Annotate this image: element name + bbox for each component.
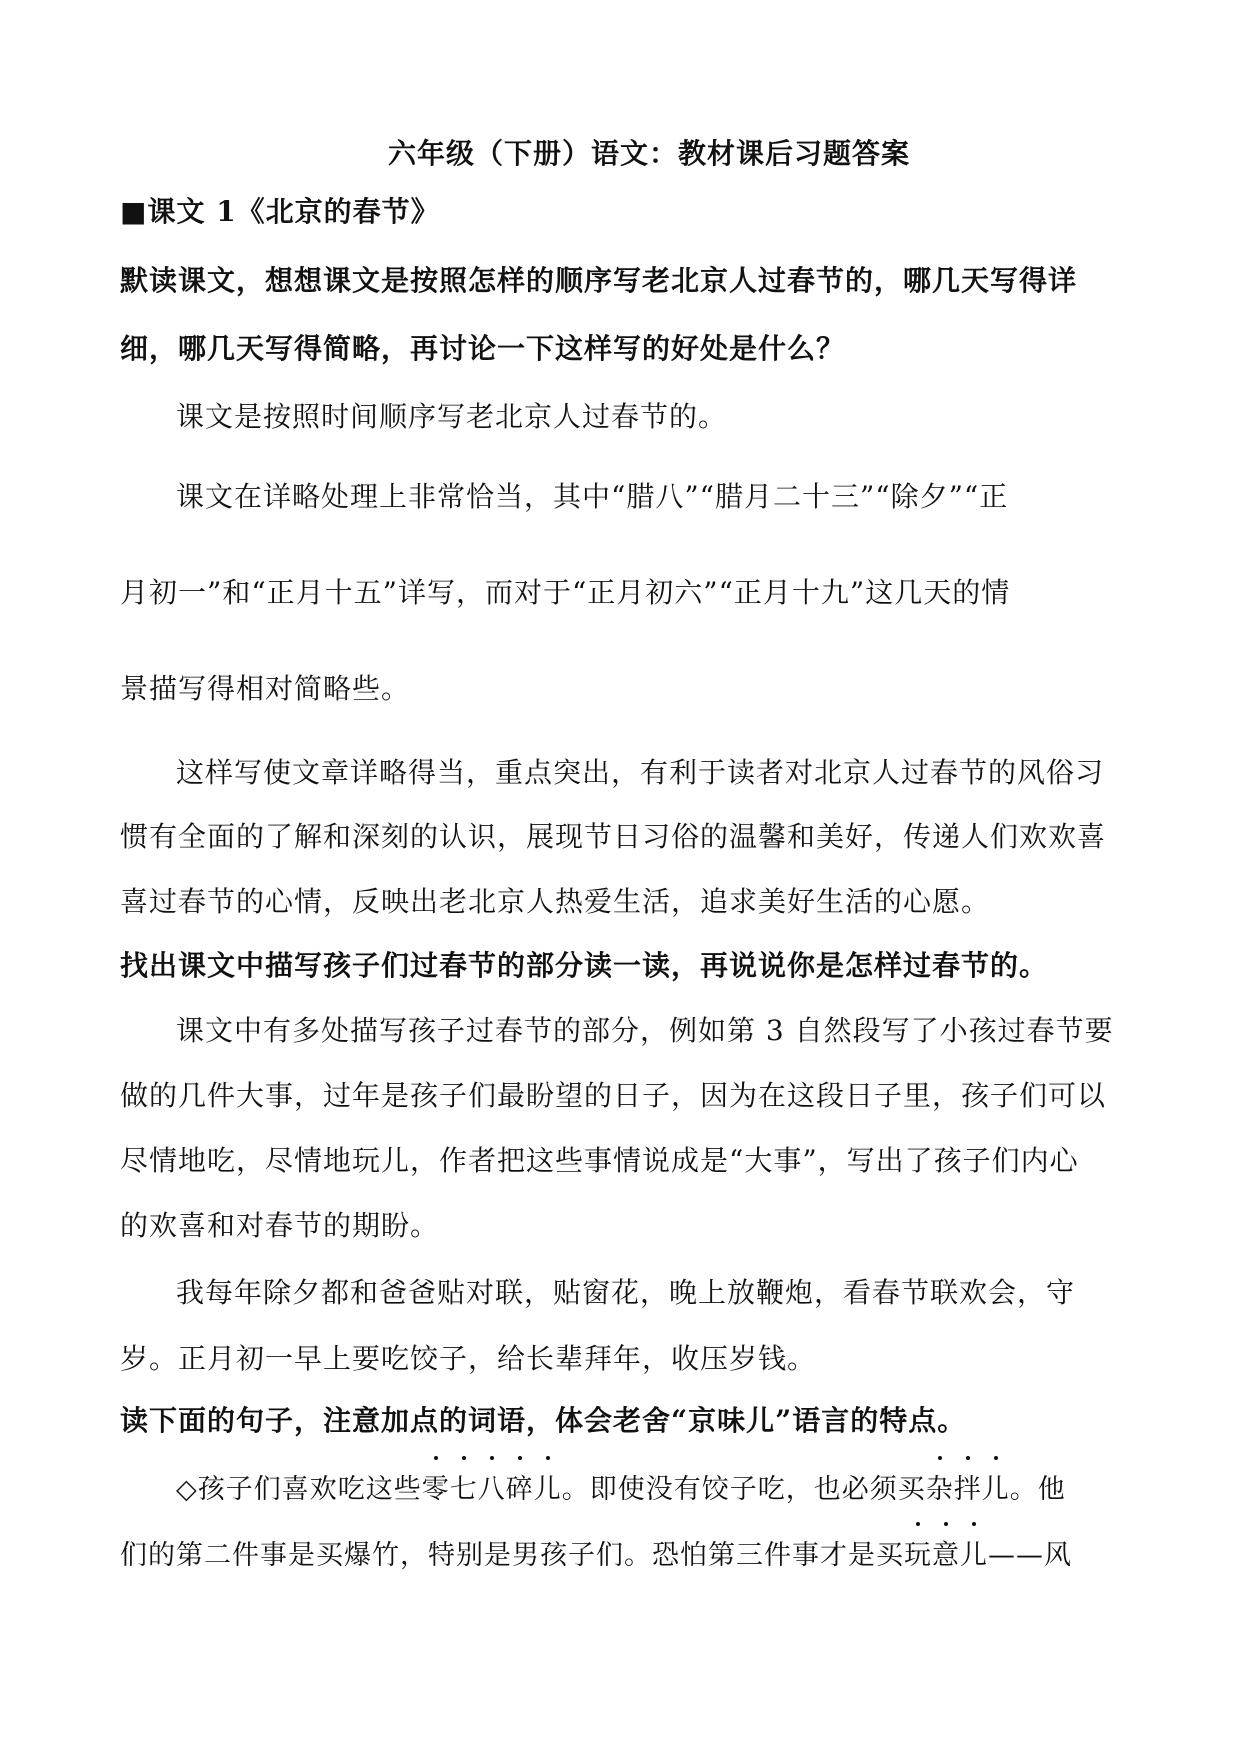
excerpt-line-2	[120, 1538, 1072, 1574]
emphasis-dots	[904, 1522, 988, 1528]
excerpt-text: 。即使没有饺子吃，也必须买	[561, 1474, 926, 1505]
emphasis-dots	[422, 1456, 562, 1462]
answer-1-paragraph-2-line-1: 课文在详略处理上非常恰当，其中“腊八”“腊月二十三”“除夕”“正	[176, 480, 1009, 513]
page-title: 六年级（下册）语文：教材课后习题答案	[388, 137, 911, 170]
excerpt-text: 。他	[1009, 1474, 1066, 1505]
dotted-word-zabaner	[926, 1472, 1010, 1508]
answer-1-paragraph-3-line-3: 喜过春节的心情，反映出老北京人热爱生活，追求美好生活的心愿。	[120, 885, 991, 918]
dotted-word-lingqibasuier	[422, 1472, 562, 1508]
question-1-line-1: 默读课文，想想课文是按照怎样的顺序写老北京人过春节的，哪几天写得详	[120, 264, 1078, 297]
question-3: 读下面的句子，注意加点的词语，体会老舍“京味儿”语言的特点。	[120, 1404, 967, 1437]
dotted-word-text: 杂拌儿	[925, 1474, 1010, 1505]
excerpt-line-1	[176, 1472, 1066, 1508]
lesson-heading: ■课文 1《北京的春节》	[120, 195, 440, 228]
excerpt-text: ——风	[988, 1540, 1072, 1571]
answer-1-paragraph-2-line-3: 景描写得相对简略些。	[120, 672, 411, 705]
dotted-word-wanyier	[904, 1538, 988, 1574]
emphasis-dots	[926, 1456, 1010, 1462]
answer-1-paragraph-3-line-1: 这样写使文章详略得当，重点突出，有利于读者对北京人过春节的风俗习	[176, 756, 1105, 789]
dotted-word-text: 零七八碎儿	[421, 1474, 562, 1505]
answer-2-paragraph-1-line-4: 的欢喜和对春节的期盼。	[120, 1209, 440, 1242]
answer-1-paragraph-2-line-2: 月初一”和“正月十五”详写，而对于“正月初六”“正月十九”这几天的情	[120, 576, 1011, 609]
answer-2-paragraph-1-line-2: 做的几件大事，过年是孩子们最盼望的日子，因为在这段日子里，孩子们可以	[120, 1079, 1107, 1112]
answer-2-paragraph-1-line-1: 课文中有多处描写孩子过春节的部分，例如第 3 自然段写了小孩过春节要	[176, 1014, 1114, 1047]
answer-2-paragraph-1-line-3: 尽情地吃，尽情地玩儿，作者把这些事情说成是“大事”，写出了孩子们内心	[120, 1144, 1079, 1177]
excerpt-text: ◇孩子们喜欢吃这些	[176, 1474, 422, 1505]
excerpt-text: 们的第二件事是买爆竹，特别是男孩子们。恐怕第三件事才是买	[120, 1540, 904, 1571]
question-2: 找出课文中描写孩子们过春节的部分读一读，再说说你是怎样过春节的。	[120, 949, 1049, 982]
dotted-word-text: 玩意儿	[904, 1540, 988, 1571]
answer-1-paragraph-1: 课文是按照时间顺序写老北京人过春节的。	[176, 400, 728, 433]
question-1-line-2: 细，哪几天写得简略，再讨论一下这样写的好处是什么？	[120, 332, 846, 365]
answer-1-paragraph-3-line-2: 惯有全面的了解和深刻的认识，展现节日习俗的温馨和美好，传递人们欢欢喜	[120, 820, 1107, 853]
answer-2-paragraph-2-line-1: 我每年除夕都和爸爸贴对联，贴窗花，晚上放鞭炮，看春节联欢会，守	[176, 1276, 1076, 1309]
answer-2-paragraph-2-line-2: 岁。正月初一早上要吃饺子，给长辈拜年，收压岁钱。	[120, 1342, 817, 1375]
